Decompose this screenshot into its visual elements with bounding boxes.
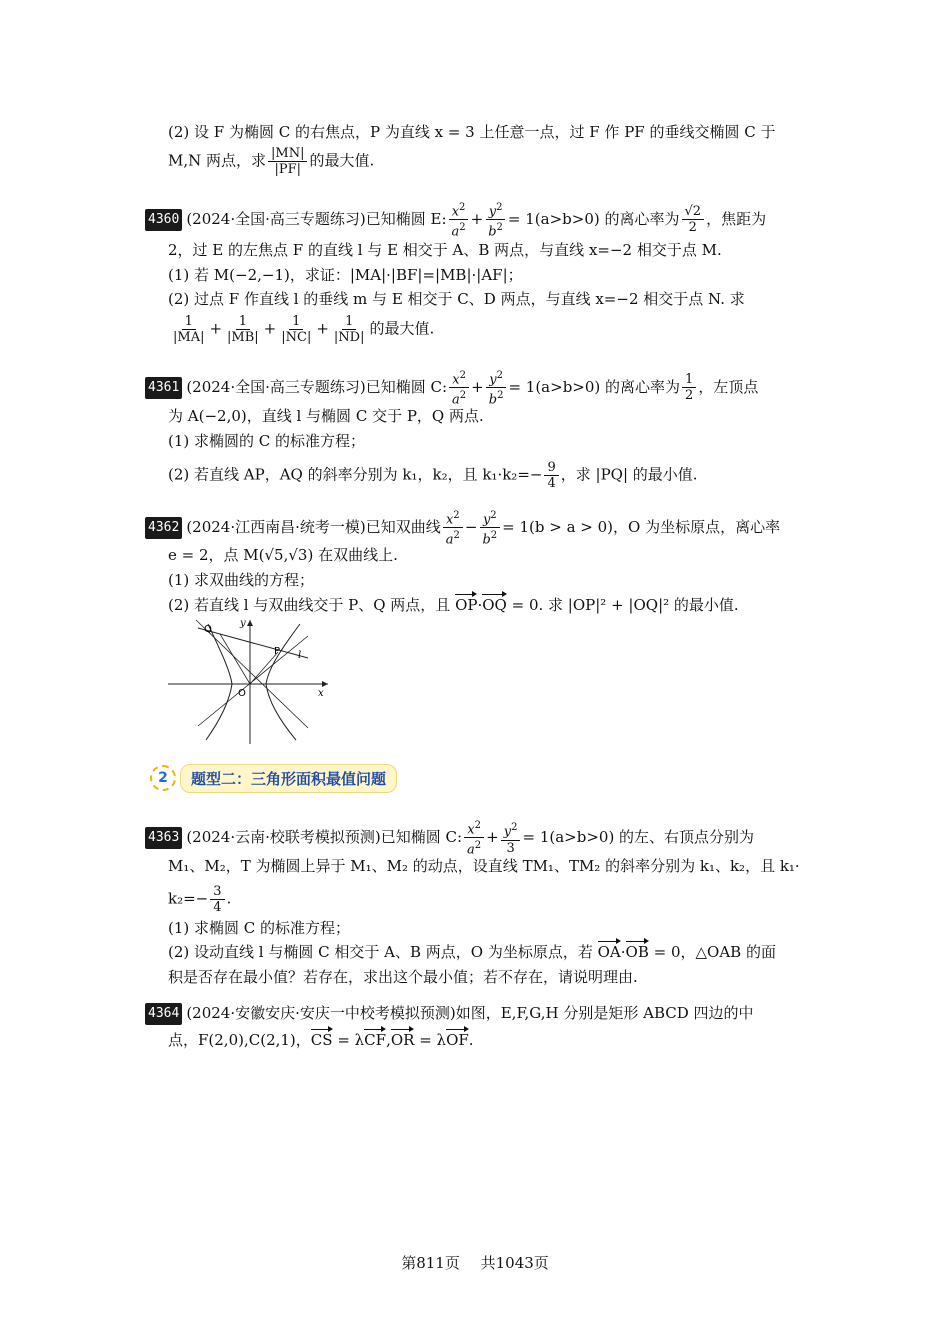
problem-4362-line2: e = 2，点 M(√5,√3) 在双曲线上. (168, 546, 398, 564)
figure-label-p: P (274, 646, 281, 657)
problem-4363-part2-cont: 积是否存在最小值？若存在，求出这个最小值；若不存在，请说明理由. (168, 968, 638, 986)
problem-4361-line1: 4361 (2024·全国·高三专题练习)已知椭圆 C: $\frac{x^2}{a^2}$ + $\frac{y^2}{b^2}$ = 1(a>b>0) 的离心率为 $\frac{1}{2}$ ，左顶点 (145, 368, 758, 408)
prev-problem-line2: M,N 两点，求 $\frac{|MN|}{|PF|}$ 的最大值. (168, 146, 375, 177)
figure-label-q: Q (204, 624, 212, 635)
hyperbola-figure (168, 616, 338, 746)
figure-label-y: y (240, 618, 246, 629)
page-total: 共1043页 (480, 1254, 549, 1272)
prev-problem-part2: (2) 设 F 为椭圆 C 的右焦点，P 为直线 x = 3 上任意一点，过 F 作 PF 的垂线交椭圆 C 于 (168, 123, 776, 141)
section-title: 题型二：三角形面积最值问题 (180, 764, 397, 793)
problem-number-badge: 4364 (145, 1003, 182, 1025)
problem-4362-part1: (1) 求双曲线的方程； (168, 571, 315, 589)
problem-4360-part2: (2) 过点 F 作直线 l 的垂线 m 与 E 相交于 C、D 两点，与直线 x=−2 相交于点 N. 求 (168, 290, 745, 308)
figure-label-l: l (298, 650, 302, 661)
problem-number-badge: 4362 (145, 517, 182, 539)
problem-4361-line2: 为 A(−2,0)，直线 l 与椭圆 C 交于 P，Q 两点. (168, 407, 484, 425)
problem-4361-part2: (2) 若直线 AP，AQ 的斜率分别为 k₁，k₂，且 k₁·k₂=− $\frac{9}{4}$ ，求 |PQ| 的最小值. (168, 460, 698, 491)
problem-number-badge: 4363 (145, 827, 182, 849)
problem-4360-part1: (1) 若 M(−2,−1)，求证：|MA|·|BF|=|MB|·|AF|； (168, 266, 523, 284)
problem-4362-part2: (2) 若直线 l 与双曲线交于 P、Q 两点，且 OP·OQ = 0. 求 |OP|² + |OQ|² 的最小值. (168, 596, 739, 614)
problem-4360-line2: 2，过 E 的左焦点 F 的直线 l 与 E 相交于 A、B 两点，与直线 x=−2 相交于点 M. (168, 241, 722, 259)
problem-4363-part2: (2) 设动直线 l 与椭圆 C 相交于 A、B 两点，O 为坐标原点，若 OA·OB = 0，△OAB 的面 (168, 943, 776, 961)
problem-4360-line1: 4360 (2024·全国·高三专题练习)已知椭圆 E: $\frac{x^2}{a^2}$ + $\frac{y^2}{b^2}$ = 1(a>b>0) 的离心率为 $\frac{√2}{2}$ ，焦距为 (145, 200, 766, 240)
figure-label-x: x (318, 688, 324, 699)
problem-4363-line2: M₁、M₂，T 为椭圆上异于 M₁、M₂ 的动点，设直线 TM₁、TM₂ 的斜率分别为 k₁、k₂，且 k₁· (168, 857, 800, 875)
problem-number-badge: 4361 (145, 377, 182, 399)
page-footer (0, 1252, 950, 1273)
problem-4360-sum: $\frac{1}{|MA|}$ + $\frac{1}{|MB|}$ + $\frac{1}{|NC|}$ + $\frac{1}{|ND|}$ 的最大值. (173, 314, 435, 345)
problem-4363-part1: (1) 求椭圆 C 的标准方程； (168, 919, 351, 937)
section-number-icon: 2 (150, 765, 176, 791)
problem-number-badge: 4360 (145, 209, 182, 231)
figure-label-o: O (238, 688, 246, 699)
problem-4363-line1: 4363 (2024·云南·校联考模拟预测)已知椭圆 C: $\frac{x^2}{a^2}$ + $\frac{y^2}{3}$ = 1(a>b>0) 的左、右顶点分别为 (145, 818, 754, 858)
problem-4362-line1: 4362 (2024·江西南昌·统考一模)已知双曲线 $\frac{x^2}{a^2}$ − $\frac{y^2}{b^2}$ = 1(b > a > 0)，O 为坐标原点，离心率 (145, 508, 780, 548)
problem-4363-line3: k₂=− $\frac{3}{4}$ . (168, 884, 232, 915)
problem-4364-line2: 点，F(2,0),C(2,1)，CS = λCF,OR = λOF. (168, 1031, 474, 1049)
problem-4361-part1: (1) 求椭圆的 C 的标准方程； (168, 432, 366, 450)
mn-pf-fraction: $\frac{|MN|}{|PF|}$ (268, 146, 307, 177)
problem-4364-line1: 4364 (2024·安徽安庆·安庆一中校考模拟预测)如图，E,F,G,H 分别是矩形 ABCD 四边的中 (145, 1003, 754, 1025)
page-number: 第811页 (401, 1254, 460, 1272)
section-banner (150, 763, 397, 793)
